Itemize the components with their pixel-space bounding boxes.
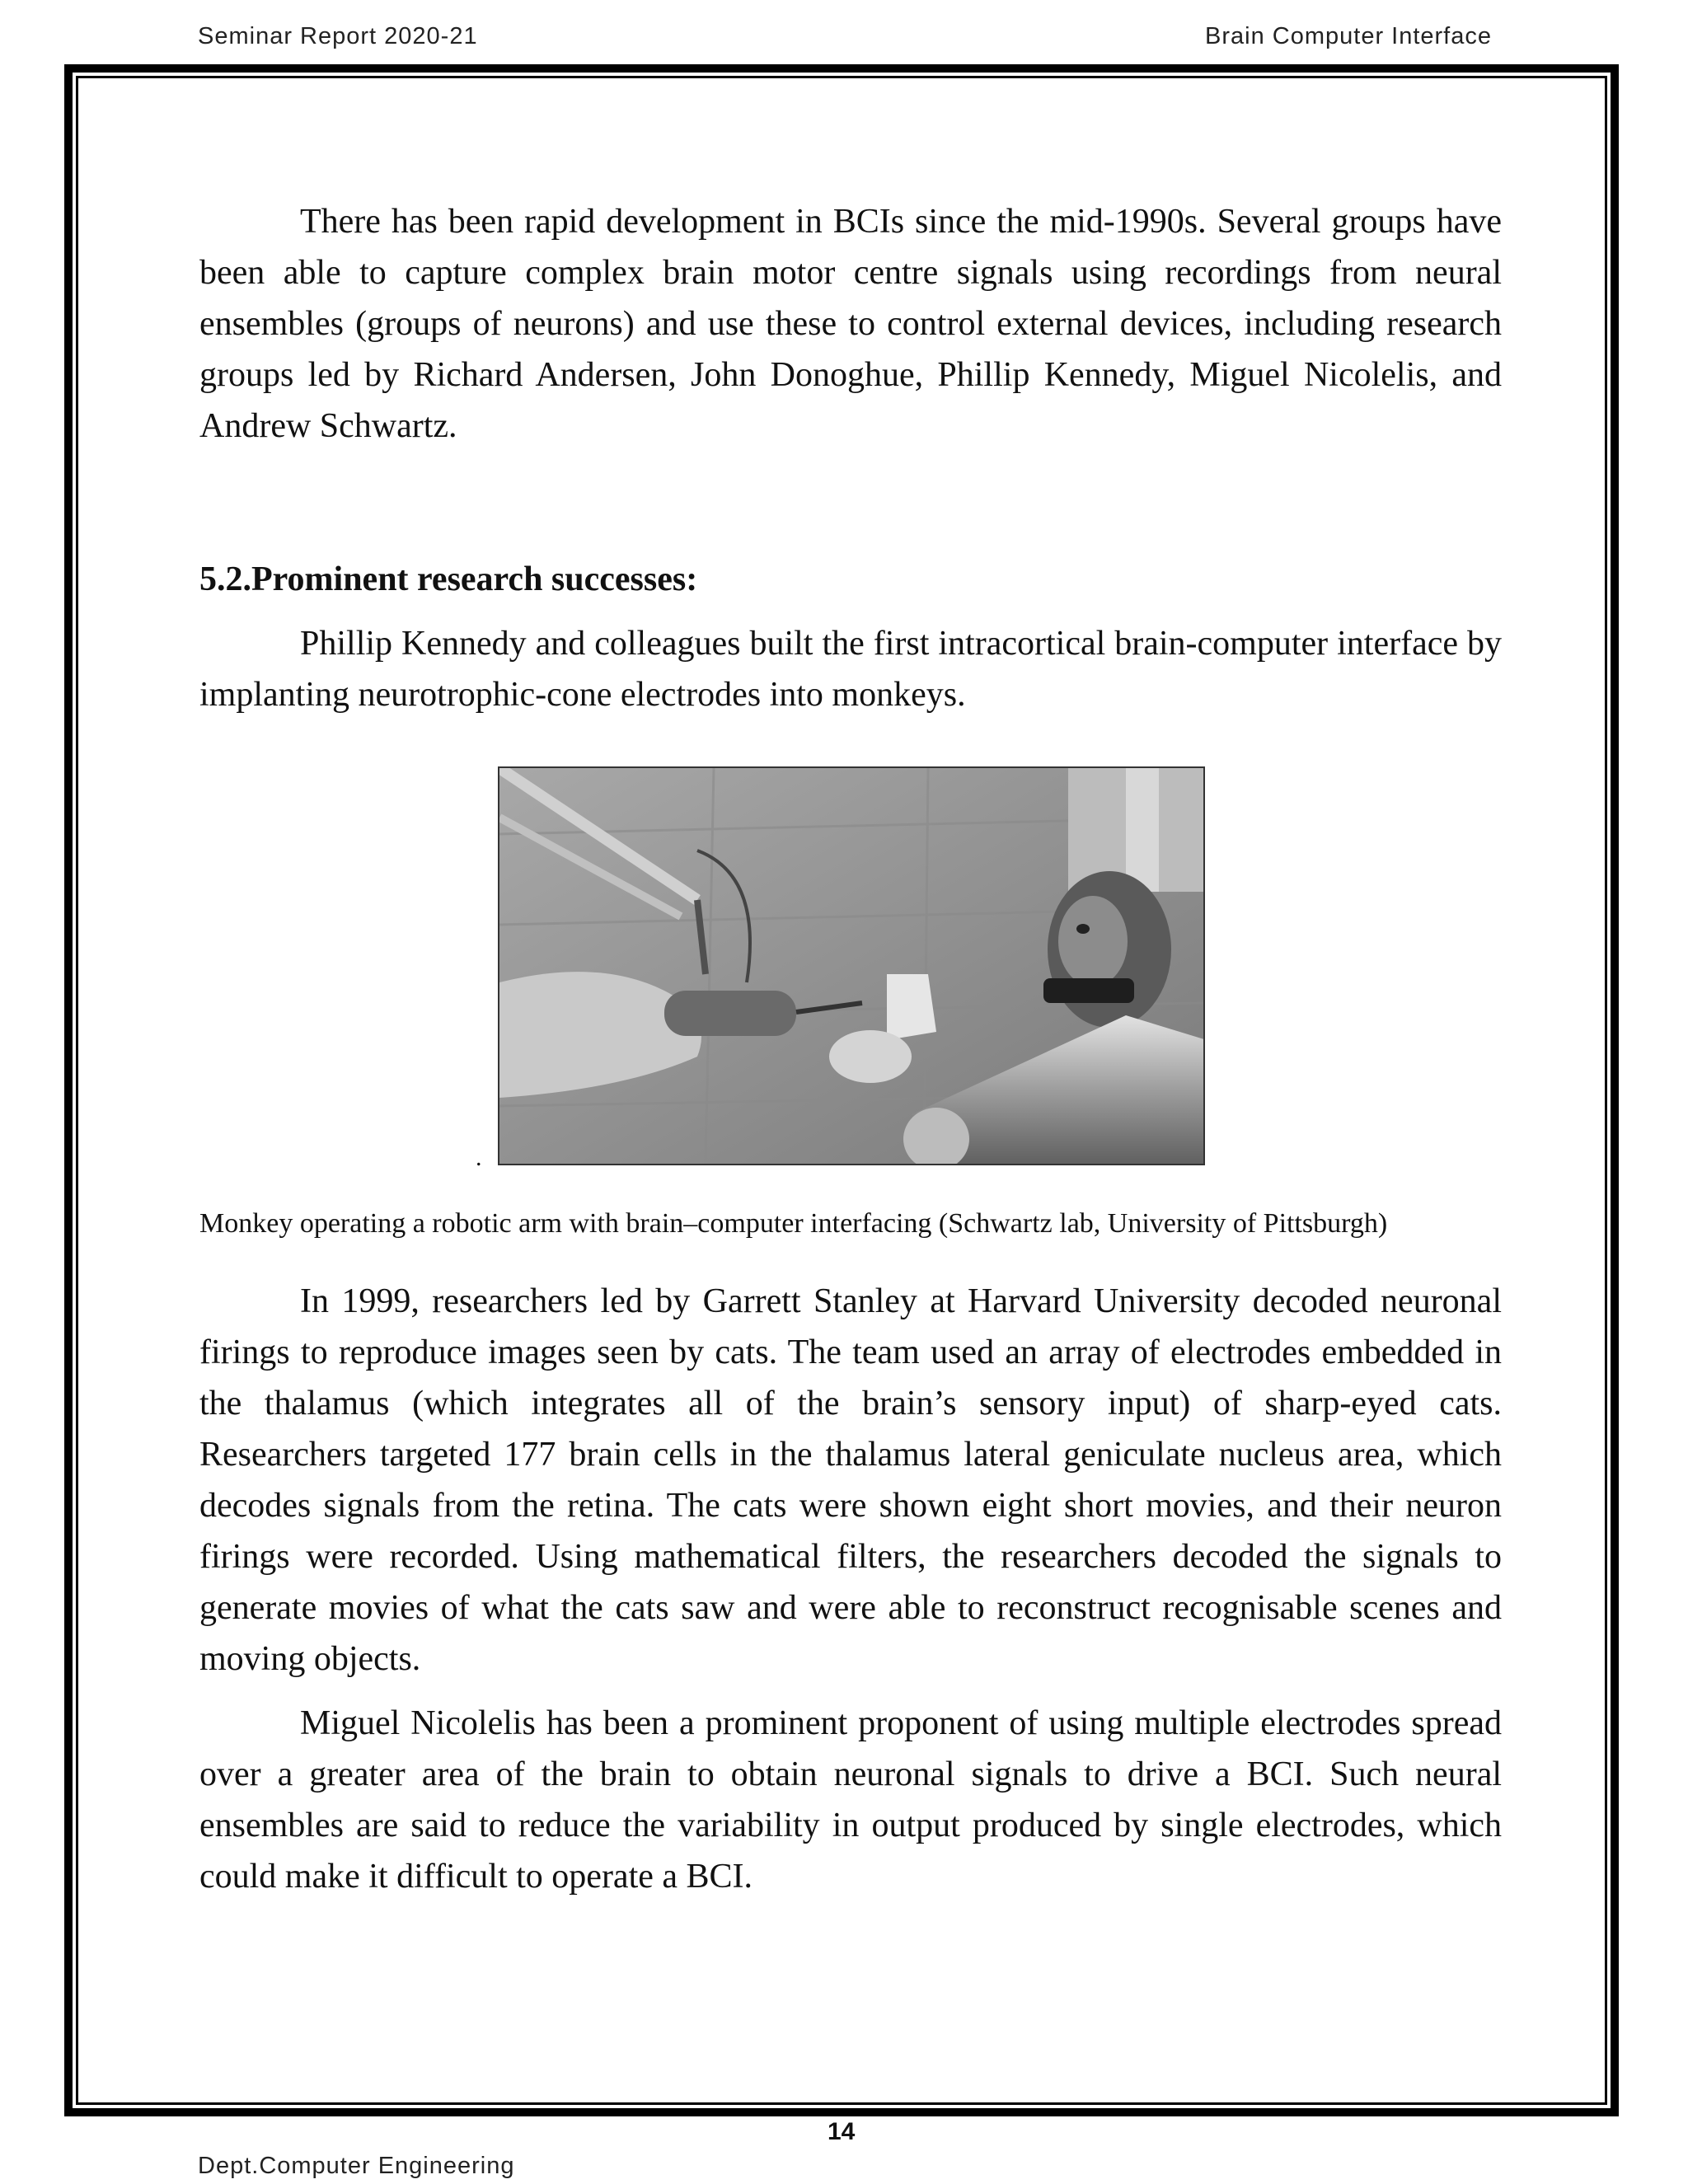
header-left: Seminar Report 2020-21 bbox=[198, 23, 478, 49]
paragraph-kennedy: Phillip Kennedy and colleagues built the first intracortical brain-computer interface by implanting neurotrophic-cone electrodes into monkeys. bbox=[199, 625, 1502, 714]
paragraph-nicolelis: Miguel Nicolelis has been a prominent proponent of using multiple electrodes spread over a greater area of the brain to obtain neuronal signals to drive a BCI. Such neural ensembles are said to reduce the variability in output produced by single electrodes, which could make it difficult to operate a BCI. bbox=[199, 1704, 1502, 1896]
content-bottom bbox=[199, 1276, 1502, 1902]
monkey-robotic-arm-photo bbox=[498, 766, 1205, 1165]
footer-department: Dept.Computer Engineering bbox=[198, 2153, 515, 2179]
content-top bbox=[199, 196, 1502, 720]
figure-caption: Monkey operating a robotic arm with brain–computer interfacing (Schwartz lab, University of Pittsburgh) bbox=[199, 1208, 1388, 1239]
photo-illustration bbox=[499, 768, 1205, 1165]
paragraph-stanley: In 1999, researchers led by Garrett Stanley at Harvard University decoded neuronal firings to reproduce images seen by cats. The team used an array of electrodes embedded in the thalamus (which integrates all of the brain’s sensory input) of sharp-eyed cats. Researchers targeted 177 brain cells in the thalamus lateral geniculate nucleus area, which decodes signals from the retina. The cats were shown eight short movies, and their neuron firings were recorded. Using mathematical filters, the researchers decoded the signals to generate movies of what the cats saw and were able to reconstruct recognisable scenes and moving objects. bbox=[199, 1282, 1502, 1678]
paragraph-intro: There has been rapid development in BCIs since the mid-1990s. Several groups have been able to capture complex brain motor centre signals using recordings from neural ensembles (groups of neurons) and use these to control external devices, including research groups led by Richard Andersen, John Donoghue, Phillip Kennedy, Miguel Nicolelis, and Andrew Schwartz. bbox=[199, 203, 1502, 445]
header-right: Brain Computer Interface bbox=[1205, 23, 1492, 49]
stray-dot: . bbox=[476, 1144, 482, 1171]
section-heading: 5.2.Prominent research successes: bbox=[199, 560, 698, 598]
page-number: 14 bbox=[828, 2118, 856, 2145]
